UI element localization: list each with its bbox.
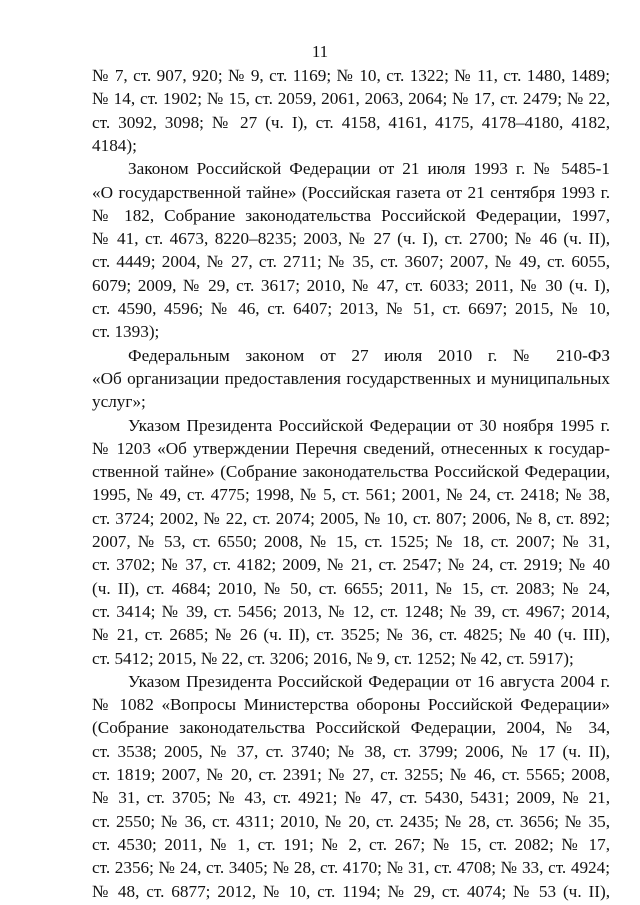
text-line: ст. 1393);	[92, 322, 160, 342]
text-line: № 48, ст. 6877; 2012, № 10, ст. 1194; № 29, ст. 4074; № 53 (ч. II),	[92, 881, 610, 901]
text-line: Законом Российской Федерации от 21 июля 1993 г. № 5485-1	[128, 159, 610, 179]
text-line: (ч. II), ст. 4684; 2010, № 50, ст. 6655; 2011, № 15, ст. 2083; № 24,	[92, 578, 610, 598]
text-line: № 7, ст. 907, 920; № 9, ст. 1169; № 10, ст. 1322; № 11, ст. 1480, 1489;	[92, 66, 610, 85]
text-line: ст. 4590, 4596; № 46, ст. 6407; 2013, № 51, ст. 6697; 2015, № 10,	[92, 299, 610, 318]
text-line: ст. 3702; № 37, ст. 4182; 2009, № 21, ст. 2547; № 24, ст. 2919; № 40	[92, 555, 610, 575]
text-line: ст. 5412; 2015, № 22, ст. 3206; 2016, № 9, ст. 1252; № 42, ст. 5917);	[92, 648, 574, 668]
text-line: № 21, ст. 2685; № 26 (ч. II), ст. 3525; № 36, ст. 4825; № 40 (ч. III),	[92, 625, 610, 645]
page-number: 11	[311, 42, 329, 61]
text-line: 4184);	[92, 135, 137, 155]
text-line: 6079; 2009, № 29, ст. 3617; 2010, № 47, ст. 6033; 2011, № 30 (ч. I),	[92, 275, 610, 295]
text-line: Указом Президента Российской Федерации от 30 ноября 1995 г.	[128, 415, 610, 435]
text-line: ст. 3724; 2002, № 22, ст. 2074; 2005, № 10, ст. 807; 2006, № 8, ст. 892;	[92, 508, 610, 528]
text-line: 2007, № 53, ст. 6550; 2008, № 15, ст. 1525; № 18, ст. 2007; № 31,	[92, 532, 610, 551]
text-line: услуг»;	[92, 392, 146, 412]
text-line: № 182, Собрание законодательства Российской Федерации, 1997,	[92, 205, 610, 225]
text-line: ст. 2356; № 24, ст. 3405; № 28, ст. 4170; № 31, ст. 4708; № 33, ст. 4924;	[92, 858, 610, 878]
text-line: Федеральным законом от 27 июля 2010 г. № 210-ФЗ	[128, 345, 610, 365]
text-line: ст. 4449; 2004, № 27, ст. 2711; № 35, ст. 3607; 2007, № 49, ст. 6055,	[92, 252, 610, 272]
text-line: ст. 1819; 2007, № 20, ст. 2391; № 27, ст. 3255; № 46, ст. 5565; 2008,	[92, 765, 610, 784]
text-line: № 31, ст. 3705; № 43, ст. 4921; № 47, ст. 5430, 5431; 2009, № 21,	[92, 788, 610, 808]
text-line: ственной тайне» (Собрание законодательства Российской Федерации,	[92, 462, 610, 482]
text-line: № 41, ст. 4673, 8220–8235; 2003, № 27 (ч. I), ст. 2700; № 46 (ч. II),	[92, 229, 610, 249]
text-line: 1995, № 49, ст. 4775; 1998, № 5, ст. 561; 2001, № 24, ст. 2418; № 38,	[92, 485, 610, 505]
text-line: № 14, ст. 1902; № 15, ст. 2059, 2061, 2063, 2064; № 17, ст. 2479; № 22,	[92, 89, 610, 109]
text-line: ст. 4530; 2011, № 1, ст. 191; № 2, ст. 267; № 15, ст. 2082; № 17,	[92, 834, 610, 854]
text-line: ст. 3414; № 39, ст. 5456; 2013, № 12, ст. 1248; № 39, ст. 4967; 2014,	[92, 601, 610, 621]
text-line: № 1082 «Вопросы Министерства обороны Российской Федерации»	[92, 695, 610, 715]
text-line: № 1203 «Об утверждении Перечня сведений, отнесенных к государ-	[92, 438, 610, 458]
text-line: ст. 3092, 3098; № 27 (ч. I), ст. 4158, 4161, 4175, 4178–4180, 4182,	[92, 112, 610, 132]
text-line: «Об организации предоставления государственных и муниципальных	[92, 368, 610, 388]
text-line: Указом Президента Российской Федерации от 16 августа 2004 г.	[128, 671, 610, 691]
text-line: (Собрание законодательства Российской Федерации, 2004, № 34,	[92, 718, 610, 738]
text-line: «О государственной тайне» (Российская газета от 21 сентября 1993 г.	[92, 182, 610, 202]
text-line: ст. 2550; № 36, ст. 4311; 2010, № 20, ст. 2435; № 28, ст. 3656; № 35,	[92, 811, 610, 831]
text-line: ст. 3538; 2005, № 37, ст. 3740; № 38, ст. 3799; 2006, № 17 (ч. II),	[92, 741, 610, 761]
